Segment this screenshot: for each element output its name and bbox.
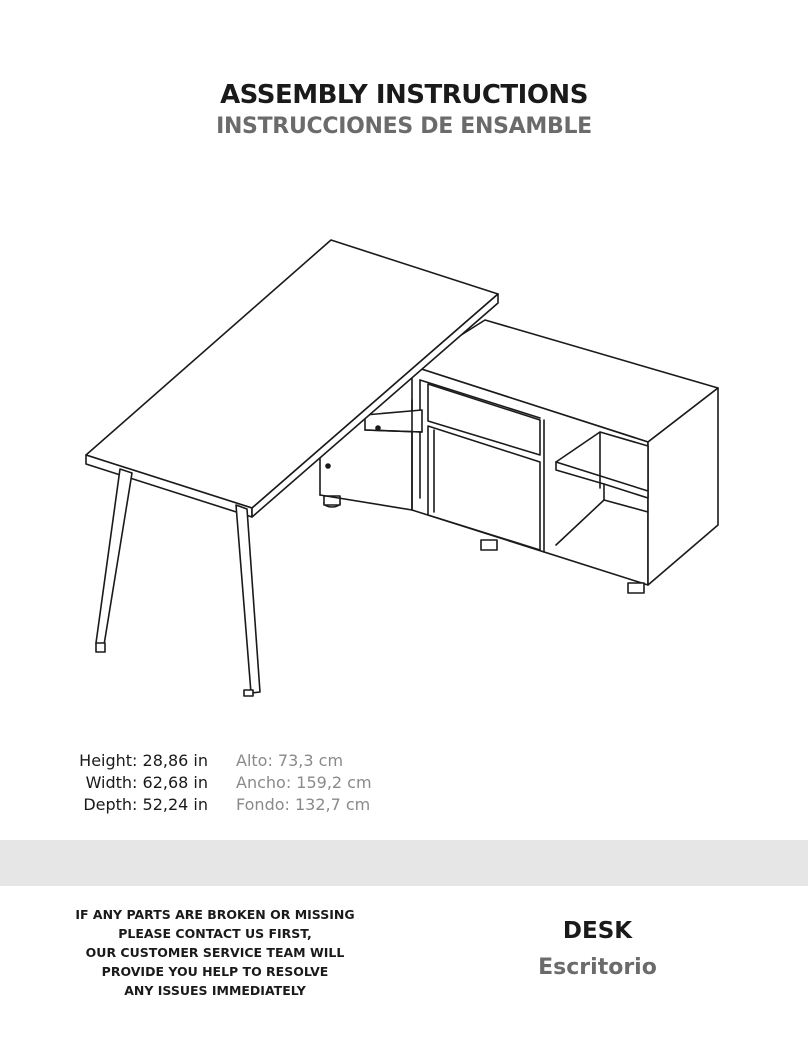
- divider-band: [0, 840, 808, 886]
- dimension-width-metric: Ancho: 159,2 cm: [236, 773, 372, 792]
- dimension-row-depth: [50, 794, 380, 816]
- dimensions-table: [50, 750, 380, 816]
- dimension-height-metric: Alto: 73,3 cm: [236, 751, 344, 770]
- notice-line: PROVIDE YOU HELP TO RESOLVE: [101, 964, 329, 979]
- product-name-english: DESK: [562, 918, 633, 944]
- notice-line: PLEASE CONTACT US FIRST,: [118, 926, 312, 941]
- notice-line: OUR CUSTOMER SERVICE TEAM WILL: [85, 945, 345, 960]
- title-english: ASSEMBLY INSTRUCTIONS: [220, 80, 588, 110]
- product-name-spanish: Escritorio: [538, 955, 657, 980]
- dimension-row-height: [50, 750, 380, 772]
- notice-line: IF ANY PARTS ARE BROKEN OR MISSING: [75, 907, 355, 922]
- dimension-width-imperial: Width: 62,68 in: [85, 773, 208, 792]
- title-spanish: INSTRUCCIONES DE ENSAMBLE: [216, 114, 592, 139]
- dimension-depth-metric: Fondo: 132,7 cm: [236, 795, 371, 814]
- dimension-depth-imperial: Depth: 52,24 in: [83, 795, 208, 814]
- support-notice: [40, 905, 390, 1000]
- product-name-block: [510, 912, 685, 986]
- dimension-row-width: [50, 772, 380, 794]
- notice-line: ANY ISSUES IMMEDIATELY: [124, 983, 306, 998]
- dimension-height-imperial: Height: 28,86 in: [79, 751, 208, 770]
